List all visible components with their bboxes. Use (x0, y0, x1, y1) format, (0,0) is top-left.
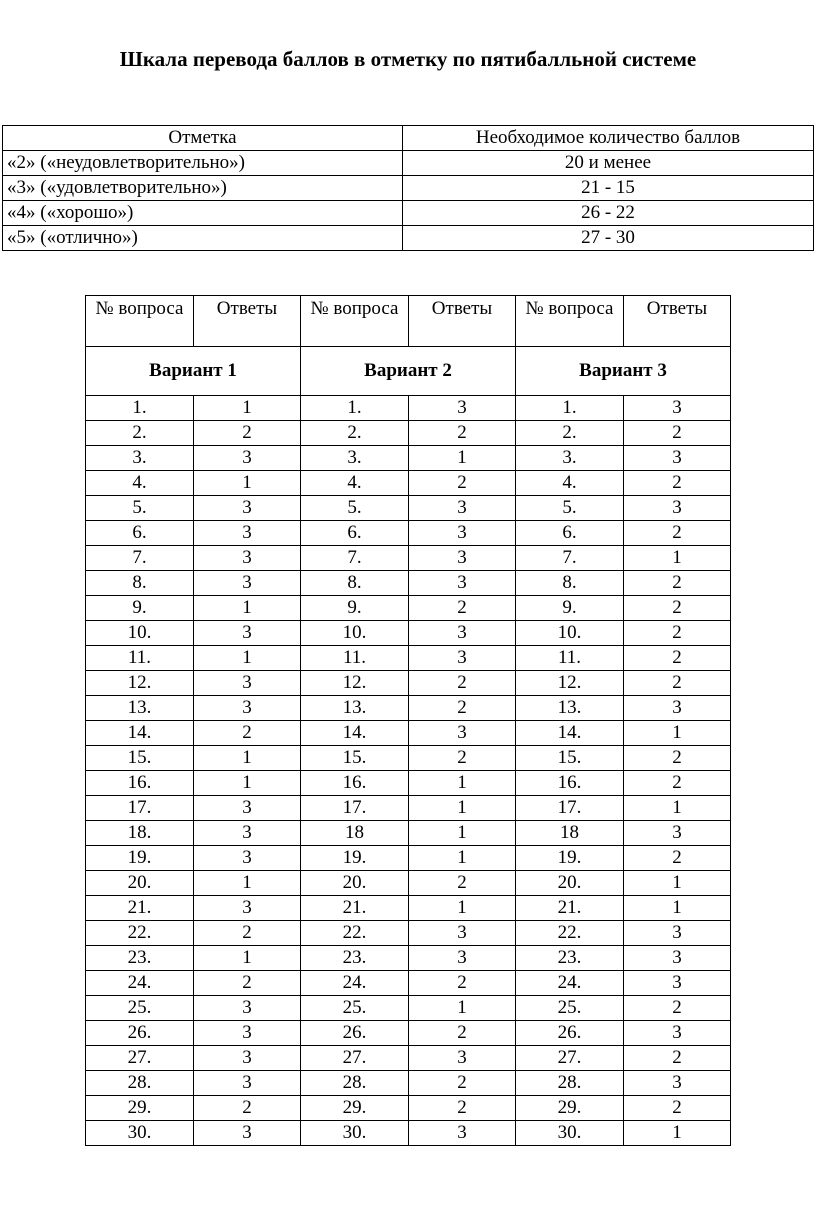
question-number-cell: 15. (86, 746, 194, 771)
question-number-cell: 30. (86, 1121, 194, 1146)
question-number-cell: 13. (86, 696, 194, 721)
answer-cell: 1 (624, 546, 731, 571)
question-number-cell: 28. (86, 1071, 194, 1096)
answer-cell: 1 (624, 896, 731, 921)
answer-cell: 3 (624, 946, 731, 971)
table-row (86, 696, 731, 721)
question-number-cell: 10. (86, 621, 194, 646)
question-number-cell: 7. (301, 546, 409, 571)
answer-cell: 3 (194, 571, 301, 596)
question-number-cell: 18. (86, 821, 194, 846)
table-row (86, 946, 731, 971)
answer-cell: 2 (624, 846, 731, 871)
points-cell: 21 - 15 (403, 176, 814, 201)
table-row (86, 646, 731, 671)
question-number-cell: 11. (86, 646, 194, 671)
answer-cell: 3 (624, 921, 731, 946)
answer-cell: 3 (194, 671, 301, 696)
answer-cell: 2 (624, 1096, 731, 1121)
answer-cell: 1 (194, 746, 301, 771)
question-number-cell: 4. (301, 471, 409, 496)
question-number-cell: 6. (86, 521, 194, 546)
answer-cell: 1 (409, 771, 516, 796)
answer-cell: 3 (409, 921, 516, 946)
answer-cell: 3 (409, 1121, 516, 1146)
question-number-cell: 10. (301, 621, 409, 646)
answer-cell: 2 (624, 421, 731, 446)
answer-cell: 2 (624, 1046, 731, 1071)
question-number-cell: 1. (516, 396, 624, 421)
answer-cell: 3 (409, 496, 516, 521)
question-number-cell: 3. (516, 446, 624, 471)
question-number-cell: 6. (516, 521, 624, 546)
question-number-cell: 7. (86, 546, 194, 571)
question-number-cell: 30. (516, 1121, 624, 1146)
column-header-answers: Ответы (409, 296, 516, 347)
variant-2-label: Вариант 2 (301, 347, 516, 396)
answer-cell: 3 (624, 1021, 731, 1046)
question-number-cell: 26. (301, 1021, 409, 1046)
question-number-cell: 7. (516, 546, 624, 571)
answer-cell: 1 (409, 846, 516, 871)
question-number-cell: 23. (516, 946, 624, 971)
column-header-question: № вопроса (516, 296, 624, 347)
table-row (86, 621, 731, 646)
answer-cell: 1 (624, 796, 731, 821)
grade-cell: «4» («хорошо») (3, 201, 403, 226)
question-number-cell: 29. (301, 1096, 409, 1121)
table-row (86, 496, 731, 521)
table-row (86, 471, 731, 496)
answer-cell: 1 (194, 646, 301, 671)
grade-cell: «2» («неудовлетворительно») (3, 151, 403, 176)
answer-cell: 3 (194, 521, 301, 546)
table-row (86, 1121, 731, 1146)
answer-cell: 3 (194, 1121, 301, 1146)
question-number-cell: 24. (301, 971, 409, 996)
answer-cell: 3 (194, 821, 301, 846)
question-number-cell: 3. (301, 446, 409, 471)
question-number-cell: 5. (516, 496, 624, 521)
answer-cell: 1 (194, 596, 301, 621)
table-row (86, 546, 731, 571)
question-number-cell: 20. (301, 871, 409, 896)
answer-cell: 2 (409, 671, 516, 696)
question-number-cell: 19. (301, 846, 409, 871)
question-number-cell: 13. (301, 696, 409, 721)
question-number-cell: 23. (301, 946, 409, 971)
question-number-cell: 15. (516, 746, 624, 771)
variant-3-label: Вариант 3 (516, 347, 731, 396)
table-row (86, 871, 731, 896)
question-number-cell: 14. (86, 721, 194, 746)
answer-cell: 3 (194, 796, 301, 821)
table-row (86, 1096, 731, 1121)
table-row (86, 396, 731, 421)
answer-cell: 3 (409, 546, 516, 571)
question-number-cell: 10. (516, 621, 624, 646)
answer-cell: 2 (409, 1021, 516, 1046)
answer-cell: 2 (194, 1096, 301, 1121)
answer-cell: 2 (624, 746, 731, 771)
answer-cell: 2 (624, 471, 731, 496)
question-number-cell: 24. (86, 971, 194, 996)
answer-cell: 2 (194, 921, 301, 946)
question-number-cell: 2. (516, 421, 624, 446)
answer-cell: 2 (624, 596, 731, 621)
answer-cell: 3 (194, 1046, 301, 1071)
table-row (3, 226, 814, 251)
question-number-cell: 8. (86, 571, 194, 596)
points-cell: 20 и менее (403, 151, 814, 176)
question-number-cell: 26. (516, 1021, 624, 1046)
answer-cell: 2 (624, 771, 731, 796)
answer-cell: 1 (194, 871, 301, 896)
question-number-cell: 16. (86, 771, 194, 796)
question-number-cell: 23. (86, 946, 194, 971)
table-row (86, 571, 731, 596)
question-number-cell: 17. (86, 796, 194, 821)
question-number-cell: 22. (516, 921, 624, 946)
answer-cell: 2 (409, 696, 516, 721)
answer-cell: 3 (409, 571, 516, 596)
question-number-cell: 17. (516, 796, 624, 821)
question-number-cell: 18 (516, 821, 624, 846)
question-number-cell: 14. (301, 721, 409, 746)
table-header-row (3, 126, 814, 151)
question-number-cell: 5. (86, 496, 194, 521)
table-row (3, 176, 814, 201)
answer-cell: 3 (409, 521, 516, 546)
question-number-cell: 9. (86, 596, 194, 621)
question-number-cell: 25. (86, 996, 194, 1021)
variant-1-label: Вариант 1 (86, 347, 301, 396)
question-number-cell: 9. (301, 596, 409, 621)
question-number-cell: 27. (301, 1046, 409, 1071)
question-number-cell: 5. (301, 496, 409, 521)
points-cell: 27 - 30 (403, 226, 814, 251)
question-number-cell: 3. (86, 446, 194, 471)
answer-cell: 2 (409, 971, 516, 996)
answer-cell: 1 (409, 821, 516, 846)
question-number-cell: 20. (516, 871, 624, 896)
answer-cell: 3 (409, 646, 516, 671)
answer-cell: 3 (194, 896, 301, 921)
table-row (86, 1021, 731, 1046)
answer-cell: 3 (624, 496, 731, 521)
question-number-cell: 4. (86, 471, 194, 496)
column-header-grade: Отметка (3, 126, 403, 151)
answer-cell: 3 (194, 546, 301, 571)
answer-cell: 2 (409, 1071, 516, 1096)
question-number-cell: 9. (516, 596, 624, 621)
question-number-cell: 27. (86, 1046, 194, 1071)
question-number-cell: 21. (301, 896, 409, 921)
question-number-cell: 8. (301, 571, 409, 596)
page-title: Шкала перевода баллов в отметку по пятибалльной системе (119, 47, 697, 71)
grade-cell: «3» («удовлетворительно») (3, 176, 403, 201)
points-cell: 26 - 22 (403, 201, 814, 226)
column-header-question: № вопроса (301, 296, 409, 347)
variant-header-row (86, 347, 731, 396)
question-number-cell: 14. (516, 721, 624, 746)
answer-cell: 3 (194, 696, 301, 721)
answer-cell: 3 (624, 696, 731, 721)
question-number-cell: 16. (516, 771, 624, 796)
question-number-cell: 15. (301, 746, 409, 771)
table-row (86, 971, 731, 996)
answer-cell: 3 (409, 1046, 516, 1071)
answer-cell: 3 (194, 446, 301, 471)
question-number-cell: 24. (516, 971, 624, 996)
answer-cell: 3 (194, 846, 301, 871)
question-number-cell: 25. (516, 996, 624, 1021)
answer-cell: 3 (194, 1021, 301, 1046)
question-number-cell: 17. (301, 796, 409, 821)
question-number-cell: 11. (516, 646, 624, 671)
answer-cell: 2 (409, 596, 516, 621)
question-number-cell: 29. (86, 1096, 194, 1121)
grade-scale-table (2, 125, 814, 251)
question-number-cell: 12. (301, 671, 409, 696)
column-header-points: Необходимое количество баллов (403, 126, 814, 151)
question-number-cell: 12. (86, 671, 194, 696)
question-number-cell: 19. (86, 846, 194, 871)
answer-cell: 1 (194, 396, 301, 421)
table-row (3, 151, 814, 176)
answer-cell: 2 (624, 621, 731, 646)
answer-cell: 1 (409, 796, 516, 821)
answer-cell: 3 (624, 1071, 731, 1096)
answer-cell: 1 (409, 996, 516, 1021)
column-header-answers: Ответы (624, 296, 731, 347)
answer-cell: 1 (194, 946, 301, 971)
answer-cell: 2 (624, 996, 731, 1021)
question-number-cell: 16. (301, 771, 409, 796)
answer-cell: 2 (624, 571, 731, 596)
table-row (86, 671, 731, 696)
table-row (86, 896, 731, 921)
table-row (86, 996, 731, 1021)
table-row (86, 721, 731, 746)
table-header-row (86, 296, 731, 347)
question-number-cell: 18 (301, 821, 409, 846)
answer-cell: 2 (409, 746, 516, 771)
answer-cell: 3 (194, 496, 301, 521)
table-row (86, 521, 731, 546)
answer-rows (86, 396, 731, 1146)
answer-key-table (85, 295, 731, 1146)
answer-cell: 1 (624, 721, 731, 746)
answer-cell: 2 (624, 521, 731, 546)
answer-cell: 3 (194, 1071, 301, 1096)
question-number-cell: 22. (86, 921, 194, 946)
table-row (86, 821, 731, 846)
question-number-cell: 1. (301, 396, 409, 421)
question-number-cell: 30. (301, 1121, 409, 1146)
question-number-cell: 22. (301, 921, 409, 946)
column-header-question: № вопроса (86, 296, 194, 347)
answer-cell: 3 (194, 621, 301, 646)
table-row (86, 446, 731, 471)
answer-cell: 1 (409, 896, 516, 921)
table-row (86, 1071, 731, 1096)
answer-cell: 2 (409, 471, 516, 496)
answer-cell: 2 (409, 1096, 516, 1121)
table-row (3, 201, 814, 226)
answer-cell: 3 (409, 721, 516, 746)
answer-cell: 1 (194, 471, 301, 496)
answer-cell: 2 (194, 971, 301, 996)
table-row (86, 1046, 731, 1071)
answer-cell: 3 (409, 621, 516, 646)
table-row (86, 596, 731, 621)
answer-cell: 2 (409, 421, 516, 446)
answer-cell: 1 (624, 1121, 731, 1146)
question-number-cell: 20. (86, 871, 194, 896)
question-number-cell: 4. (516, 471, 624, 496)
answer-cell: 2 (409, 871, 516, 896)
answer-cell: 2 (194, 421, 301, 446)
answer-cell: 3 (409, 396, 516, 421)
question-number-cell: 11. (301, 646, 409, 671)
question-number-cell: 27. (516, 1046, 624, 1071)
grade-cell: «5» («отлично») (3, 226, 403, 251)
table-row (86, 421, 731, 446)
table-row (86, 746, 731, 771)
question-number-cell: 2. (86, 421, 194, 446)
question-number-cell: 2. (301, 421, 409, 446)
answer-cell: 3 (624, 446, 731, 471)
answer-cell: 3 (624, 396, 731, 421)
question-number-cell: 21. (516, 896, 624, 921)
answer-cell: 2 (624, 671, 731, 696)
question-number-cell: 28. (516, 1071, 624, 1096)
table-row (86, 796, 731, 821)
question-number-cell: 21. (86, 896, 194, 921)
answer-cell: 1 (194, 771, 301, 796)
question-number-cell: 25. (301, 996, 409, 1021)
answer-cell: 3 (624, 821, 731, 846)
table-row (86, 846, 731, 871)
answer-cell: 2 (624, 646, 731, 671)
question-number-cell: 13. (516, 696, 624, 721)
answer-cell: 3 (409, 946, 516, 971)
column-header-answers: Ответы (194, 296, 301, 347)
question-number-cell: 19. (516, 846, 624, 871)
question-number-cell: 8. (516, 571, 624, 596)
answer-cell: 2 (194, 721, 301, 746)
answer-cell: 3 (194, 996, 301, 1021)
question-number-cell: 26. (86, 1021, 194, 1046)
table-row (86, 921, 731, 946)
question-number-cell: 12. (516, 671, 624, 696)
answer-cell: 1 (409, 446, 516, 471)
question-number-cell: 28. (301, 1071, 409, 1096)
question-number-cell: 29. (516, 1096, 624, 1121)
question-number-cell: 1. (86, 396, 194, 421)
answer-cell: 1 (624, 871, 731, 896)
question-number-cell: 6. (301, 521, 409, 546)
table-row (86, 771, 731, 796)
answer-cell: 3 (624, 971, 731, 996)
